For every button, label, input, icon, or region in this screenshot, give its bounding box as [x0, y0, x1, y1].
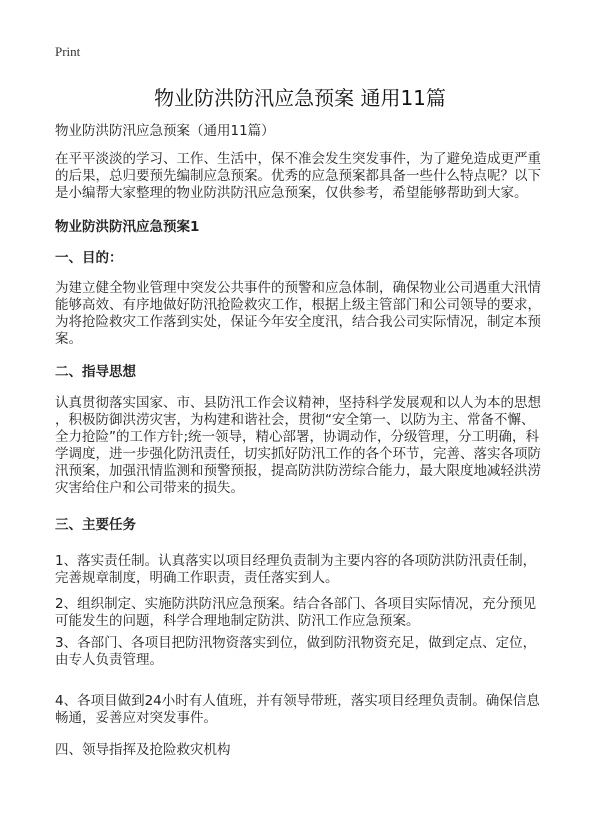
- text-line: ，积极防御洪涝灾害，为构建和谐社会，贯彻“安全第一、以防为主、常备不懈、: [55, 412, 535, 428]
- text-line: 2、组织制定、实施防洪防汛应急预案。结合各部门、各项目实际情况，充分预见: [55, 596, 537, 612]
- text-line: 灾害给住户和公司带来的损失。: [55, 480, 244, 496]
- text-line: 可能发生的问题，科学合理地制定防洪、防汛工作应急预案。: [55, 613, 420, 629]
- page-title: 物业防洪防汛应急预案 通用11篇: [154, 86, 446, 110]
- text-line: 4、各项目做到24小时有人值班，并有领导带班，落实项目经理负责制。确保信息: [55, 693, 540, 709]
- task-item: [55, 553, 536, 587]
- text-line: 畅通，妥善应对突发事件。: [55, 710, 217, 726]
- text-line: 为建立健全物业管理中突发公共事件的预警和应急体制，确保物业公司遇重大汛情: [55, 280, 541, 296]
- text-line: 汛预案，加强汛情监测和预警预报，提高防洪防涝综合能力，最大限度地减轻洪涝: [55, 463, 541, 479]
- section-heading: 物业防洪防汛应急预案1: [55, 219, 200, 235]
- heading-purpose: 一、目的：: [55, 250, 123, 266]
- task-item: [55, 635, 536, 669]
- print-link[interactable]: Print: [55, 44, 81, 59]
- task-item: [55, 596, 536, 630]
- text-line: 能够高效、有序地做好防汛抢险救灾工作，根据上级主管部门和公司领导的要求，: [55, 297, 541, 313]
- text-line: 在平平淡淡的学习、工作、生活中，保不准会发生突发事件，为了避免造成更严重: [55, 151, 541, 167]
- text-line: 由专人负责管理。: [55, 652, 163, 668]
- ideology-paragraph: [55, 395, 541, 497]
- text-line: 学调度，进一步强化防汛责任，切实抓好防汛工作的各个环节，完善、落实各项防: [55, 446, 541, 462]
- purpose-paragraph: [55, 280, 541, 348]
- text-line: 全力抢险”的工作方针;统一领导，精心部署，协调动作，分级管理，分工明确，科: [55, 429, 540, 445]
- intro-paragraph: [55, 151, 541, 202]
- task-item: [55, 693, 540, 727]
- text-line: 是小编帮大家整理的物业防洪防汛应急预案，仅供参考，希望能够帮助到大家。: [55, 185, 528, 201]
- text-line: 为将抢险救灾工作落到实处，保证今年安全度汛，结合我公司实际情况，制定本预: [55, 314, 541, 330]
- text-line: 认真贯彻落实国家、市、县防汛工作会议精神，坚持科学发展观和以人为本的思想: [55, 395, 541, 411]
- heading-leadership: 四、领导指挥及抢险救灾机构: [55, 742, 231, 758]
- text-line: 3、各部门、各项目把防汛物资落实到位，做到防汛物资充足，做到定点、定位，: [55, 635, 537, 651]
- text-line: 1、落实责任制。认真落实以项目经理负责制为主要内容的各项防洪防汛责任制，: [55, 553, 537, 569]
- subtitle: 物业防洪防汛应急预案（通用11篇）: [55, 123, 275, 139]
- text-line: 的后果，总归要预先编制应急预案。优秀的应急预案都具备一些什么特点呢？以下: [55, 168, 541, 184]
- heading-main-tasks: 三、主要任务: [55, 517, 136, 533]
- text-line: 案。: [55, 331, 82, 347]
- text-line: 完善规章制度，明确工作职责，责任落实到人。: [55, 570, 339, 586]
- heading-guiding-ideology: 二、指导思想: [55, 364, 136, 380]
